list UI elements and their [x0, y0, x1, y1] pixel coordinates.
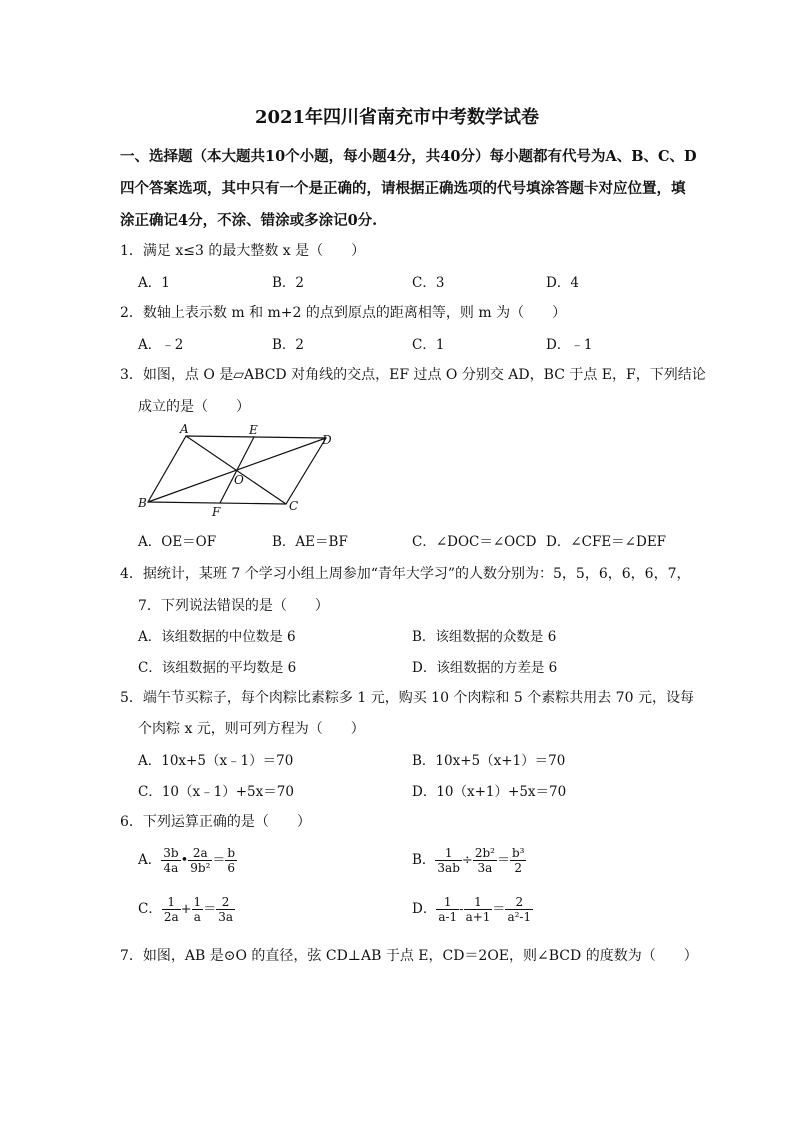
option-d-label: D．: [412, 901, 437, 917]
question-2-option-a: A．﹣2: [138, 337, 184, 353]
question-6-option-c: [138, 895, 235, 924]
page-title: 2021年四川省南充市中考数学试卷: [254, 107, 540, 128]
denominator: 2a: [163, 910, 179, 924]
equals: ＝: [496, 853, 510, 868]
option-c-label: C．: [138, 901, 162, 917]
numerator: 2b²: [474, 846, 495, 860]
fraction-3: [510, 846, 527, 875]
question-1-option-d: D．4: [546, 275, 579, 291]
segment-ef: [220, 437, 254, 503]
numerator: 1: [435, 846, 461, 861]
denominator: a-1: [438, 910, 458, 924]
fraction-2: [473, 846, 497, 875]
equals: ＝: [492, 902, 506, 917]
question-3-option-b: B．AE＝BF: [272, 534, 348, 550]
denominator: a+1: [465, 910, 491, 924]
numerator: 1: [436, 895, 459, 910]
numerator: 2: [216, 895, 235, 910]
question-1-stem: 1．满足 x≤3 的最大整数 x 是（ ）: [120, 243, 366, 259]
numerator: 1: [464, 895, 493, 910]
equals: ＝: [212, 853, 226, 868]
question-4-option-c: C．该组数据的平均数是 6: [138, 660, 297, 676]
equals: ＝: [203, 902, 217, 917]
denominator: 3a: [477, 861, 493, 875]
question-4-option-d: D．该组数据的方差是 6: [412, 660, 558, 676]
label-e: E: [249, 423, 258, 437]
operator: -: [459, 902, 464, 917]
numerator: 1: [193, 895, 202, 909]
denominator: 2: [514, 861, 523, 875]
question-4-option-b: B．该组数据的众数是 6: [412, 629, 557, 645]
parallelogram-figure: [138, 422, 338, 518]
numerator: b³: [511, 846, 525, 860]
question-6-option-a: [138, 846, 237, 875]
fraction-1: [435, 846, 461, 875]
fraction-2: [188, 846, 212, 875]
numerator: 2a: [188, 846, 212, 861]
question-3-stem-line2: 成立的是（ ）: [138, 399, 250, 415]
fraction-3: [225, 846, 237, 875]
question-3-option-d: D．∠CFE＝∠DEF: [546, 534, 667, 550]
question-3-option-c: C．∠DOC＝∠OCD: [412, 534, 537, 550]
operator: ÷: [461, 853, 473, 868]
option-b-label: B．: [412, 852, 436, 868]
fraction-1: [162, 895, 181, 924]
label-o: O: [234, 473, 244, 487]
fraction-3: [216, 895, 235, 924]
question-1-option-a: A．1: [138, 275, 170, 291]
fraction-3: [505, 895, 533, 924]
fraction-1: [436, 895, 459, 924]
question-6-option-d: [412, 895, 533, 924]
question-1-option-b: B．2: [272, 275, 305, 291]
question-2-stem: 2．数轴上表示数 m 和 m+2 的点到原点的距离相等，则 m 为（ ）: [120, 305, 567, 321]
question-1-option-c: C．3: [412, 275, 445, 291]
label-c: C: [289, 499, 299, 513]
question-3-option-a: A．OE＝OF: [138, 534, 217, 550]
denominator: 6: [227, 861, 236, 875]
label-d: D: [322, 433, 332, 447]
question-2-option-c: C．1: [412, 337, 445, 353]
section-instructions-line3: 涂正确记4分，不涂、错涂或多涂记0分.: [120, 212, 378, 229]
question-7-stem: 7．如图，AB 是⊙O 的直径，弦 CD⊥AB 于点 E，CD＝2OE，则∠BCD 的度数为（ ）: [120, 948, 698, 964]
operator: •: [180, 853, 189, 868]
question-6-option-b: [412, 846, 526, 875]
label-a: A: [180, 422, 189, 436]
question-6-stem: 6．下列运算正确的是（ ）: [120, 814, 311, 830]
question-4-stem-line1: 4．据统计，某班 7 个学习小组上周参加“青年大学习”的人数分别为：5，5，6，6，6，7，: [120, 566, 691, 582]
fraction-1: [161, 846, 180, 875]
denominator: a: [193, 910, 201, 924]
operator: +: [180, 902, 192, 917]
option-a-label: A．: [138, 852, 162, 868]
question-2-option-b: B．2: [272, 337, 305, 353]
label-f: F: [212, 505, 221, 518]
denominator: 3ab: [437, 861, 460, 875]
question-5-stem-line2: 个肉粽 x 元，则可列方程为（ ）: [138, 721, 365, 737]
section-instructions-line1: 一、选择题（本大题共10个小题，每小题4分，共40分）每小题都有代号为A、B、C、D: [120, 148, 697, 165]
fraction-2: [464, 895, 493, 924]
denominator: 3a: [218, 910, 233, 924]
section-instructions-line2: 四个答案选项，其中只有一个是正确的，请根据正确选项的代号填涂答题卡对应位置，填: [120, 180, 686, 197]
question-3-stem-line1: 3．如图，点 O 是▱ABCD 对角线的交点，EF 过点 O 分别交 AD，BC 于点 E，F，下列结论: [120, 367, 706, 383]
question-4-option-a: A．该组数据的中位数是 6: [138, 629, 296, 645]
fraction-2: [192, 895, 204, 924]
numerator: 2: [505, 895, 533, 910]
label-b: B: [138, 496, 147, 510]
denominator: 9b²: [190, 861, 211, 875]
question-5-option-c: C．10（x﹣1）+5x＝70: [138, 784, 294, 800]
numerator: 3b: [163, 846, 179, 860]
numerator: b: [227, 846, 236, 860]
question-4-stem-line2: 7．下列说法错误的是（ ）: [138, 598, 329, 614]
question-5-option-d: D．10（x+1）+5x＝70: [412, 784, 567, 800]
question-5-option-a: A．10x+5（x﹣1）＝70: [138, 753, 294, 769]
question-5-stem-line1: 5．端午节买粽子，每个肉粽比素粽多 1 元，购买 10 个肉粽和 5 个素粽共用去 70 元，设每: [120, 690, 694, 706]
question-5-option-b: B．10x+5（x+1）＝70: [412, 753, 566, 769]
numerator: 1: [162, 895, 181, 910]
denominator: a²-1: [507, 910, 532, 924]
denominator: 4a: [163, 861, 179, 875]
question-2-option-d: D．﹣1: [546, 337, 593, 353]
